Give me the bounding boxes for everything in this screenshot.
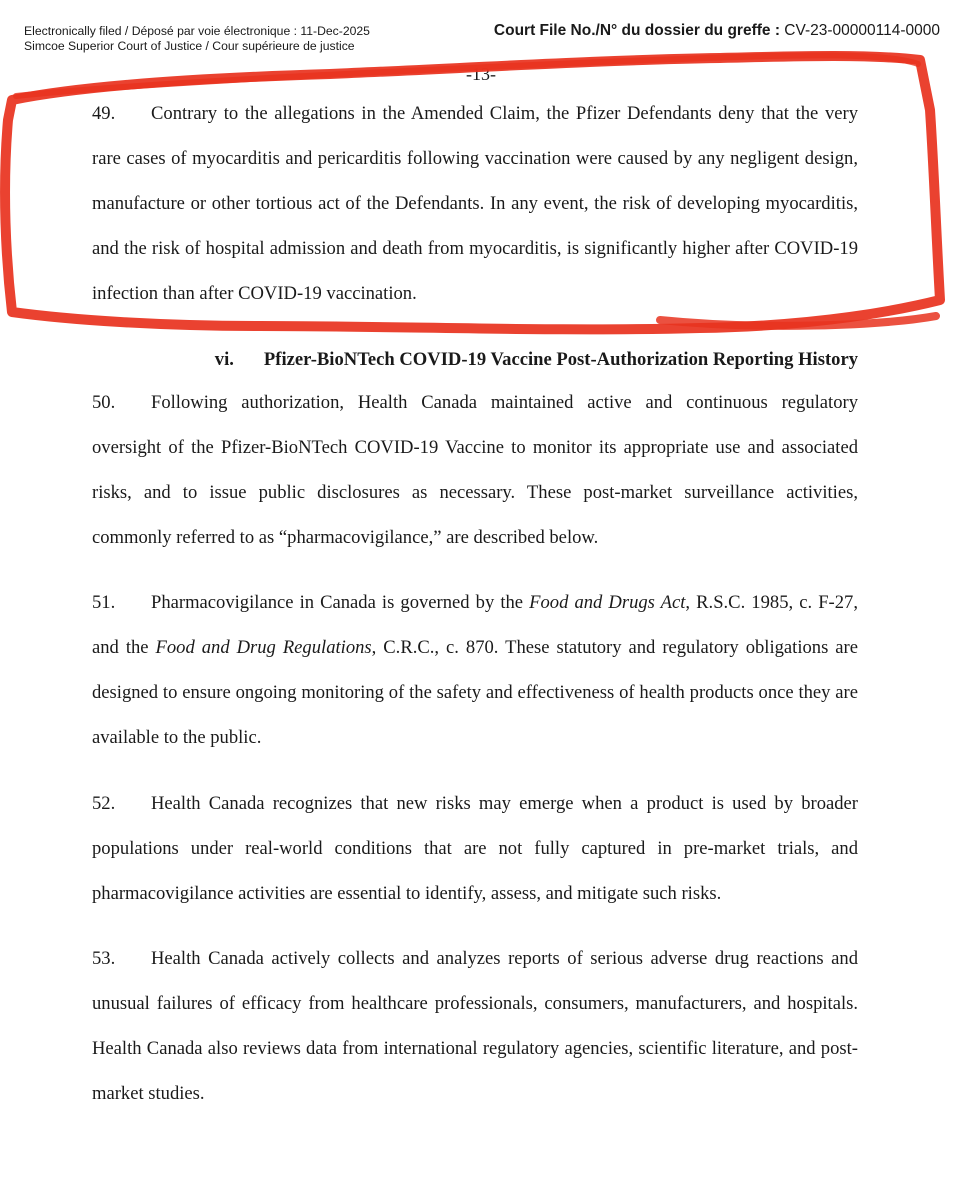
paragraph-51 bbox=[92, 580, 858, 760]
section-title: Pfizer-BioNTech COVID-19 Vaccine Post-Authorization Reporting History bbox=[263, 349, 858, 370]
paragraph-text: Following authorization, Health Canada maintained active and continuous regulatory oversight of the Pfizer-BioNTech COVID-19 Vaccine to monitor its appropriate use and associated risks, and to issue public disclosures as necessary. These post-market surveillance activities, commonly referred to as “pharmacovigilance,” are described below. bbox=[92, 392, 858, 548]
paragraph-text: Contrary to the allegations in the Amended Claim, the Pfizer Defendants deny that the very rare cases of myocarditis and pericarditis following vaccination were caused by any negligent design, manufacture or other tortious act of the Defendants. In any event, the risk of developing myocarditis, and the risk of hospital admission and death from myocarditis, is significantly higher after COVID-19 infection than after COVID-19 vaccination. bbox=[92, 103, 858, 304]
paragraph-text: Health Canada recognizes that new risks may emerge when a product is used by broader populations under real-world conditions that are not fully captured in pre-market trials, and pharmacovigilance activities are essential to identify, assess, and mitigate such risks. bbox=[92, 793, 858, 904]
paragraph-53 bbox=[92, 936, 858, 1116]
paragraph-number: 51. bbox=[92, 592, 116, 613]
paragraph-number: 50. bbox=[92, 392, 116, 413]
court-file-number bbox=[494, 22, 940, 40]
court-line: Simcoe Superior Court of Justice / Cour supérieure de justice bbox=[24, 39, 355, 53]
marker-stroke-overlap-bottom bbox=[660, 316, 936, 326]
regulation-name: Food and Drug Regulations bbox=[155, 637, 372, 658]
paragraph-52 bbox=[92, 781, 858, 916]
section-numeral: vi. bbox=[214, 349, 234, 370]
paragraph-49 bbox=[92, 91, 858, 316]
paragraph-text-part-2: , R.S.C. 1985, c. F-27, and the bbox=[92, 592, 858, 658]
statute-name: Food and Drugs Act bbox=[529, 592, 686, 613]
page-number: -13- bbox=[466, 64, 496, 84]
filing-stamp bbox=[24, 24, 370, 54]
paragraph-text-part-3: , C.R.C., c. 870. These statutory and regulatory obligations are designed to ensure ongoing monitoring of the safety and effectiveness of health products once they are available to the public. bbox=[92, 637, 859, 748]
paragraph-number: 52. bbox=[92, 793, 116, 814]
paragraph-number: 53. bbox=[92, 948, 116, 969]
paragraph-text: Health Canada actively collects and analyzes reports of serious adverse drug reactions and unusual failures of efficacy from healthcare professionals, consumers, manufacturers, and hospitals. Health Canada also reviews data from international regulatory agencies, scientific literature, and post-market studies. bbox=[92, 948, 858, 1104]
file-no-label: Court File No./N° du dossier du greffe : bbox=[493, 22, 780, 39]
section-heading bbox=[92, 345, 858, 375]
paragraph-number: 49. bbox=[92, 103, 116, 124]
paragraph-text-part-1: Pharmacovigilance in Canada is governed by the bbox=[151, 592, 530, 613]
filed-line: Electronically filed / Déposé par voie électronique : 11-Dec-2025 bbox=[24, 24, 370, 38]
paragraph-50 bbox=[92, 380, 858, 560]
file-no-value: CV-23-00000114-0000 bbox=[784, 22, 940, 39]
